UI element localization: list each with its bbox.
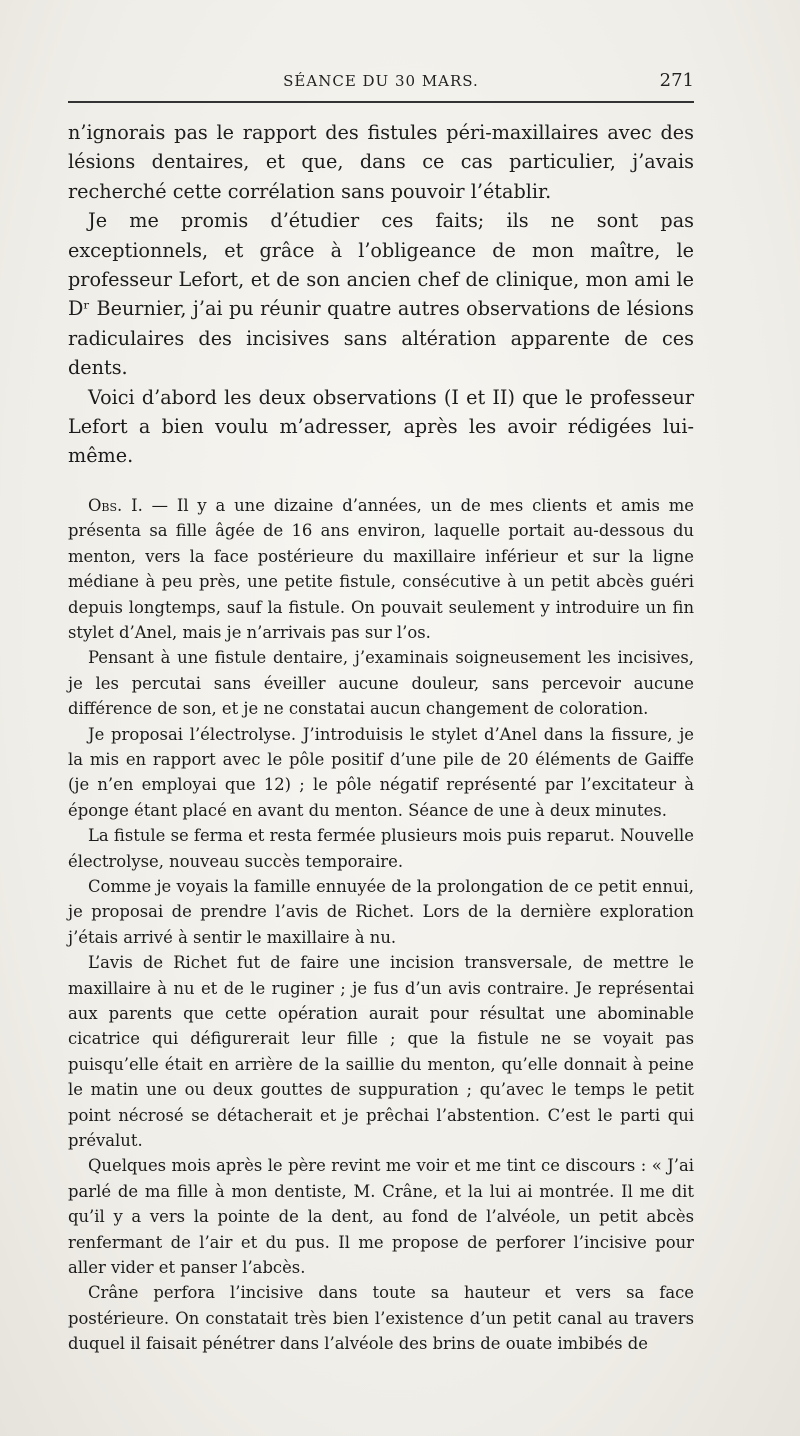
running-head: SÉANCE DU 30 MARS. bbox=[283, 72, 479, 90]
observation-section bbox=[68, 493, 694, 1357]
paragraph: Voici d’abord les deux observations (I et II) que le professeur Lefort a bien voulu m’adresser, après les avoir rédigées lui-même. bbox=[68, 385, 694, 468]
main-text bbox=[68, 118, 694, 471]
observation-paragraph: L’avis de Richet fut de faire une incision transversale, de mettre le maxillaire à nu et de le ruginer ; je fus d’un avis contraire. Je représentai aux parents que cette opération aurait pour résultat une abominable cicatrice qui défigurerait leur fille ; que la fistule ne se voyait pas puisqu’elle était en arrière de la saillie du menton, qu’elle donnait à peine le matin une ou deux gouttes de suppuration ; qu’avec le temps le petit point nécrosé se détacherait et je prêchai l’abstention. C’est le parti qui prévalut. bbox=[68, 953, 694, 1151]
page-number: 271 bbox=[659, 70, 694, 91]
header-rule bbox=[68, 101, 694, 103]
observation-label: Obs. I. bbox=[88, 495, 143, 515]
observation-paragraph: Comme je voyais la famille ennuyée de la prolongation de ce petit ennui, je proposai de prendre l’avis de Richet. Lors de la dernière exploration j’étais arrivé à sentir le maxillaire à nu. bbox=[68, 876, 694, 947]
observation-paragraph: La fistule se ferma et resta fermée plusieurs mois puis reparut. Nouvelle électrolyse, nouveau succès temporaire. bbox=[68, 826, 694, 871]
paragraph: n’ignorais pas le rapport des fistules péri-maxillaires avec des lésions dentaires, et que, dans ce cas particulier, j’avais recherché cette corrélation sans pouvoir l’établir. bbox=[68, 121, 694, 203]
body-text bbox=[68, 118, 694, 1357]
observation-text: — Il y a une dizaine d’années, un de mes clients et amis me présenta sa fille âgée de 16 ans environ, laquelle portait au-dessous du menton, vers la face postérieure du maxillaire inférieur et sur la ligne médiane à peu près, une petite fistule, consécutive à un petit abcès guéri depuis longtemps, sauf la fistule. On pouvait seulement y introduire un fin stylet d’Anel, mais je n’arrivais pas sur l’os. bbox=[68, 495, 695, 642]
paragraph: Je me promis d’étudier ces faits; ils ne sont pas exceptionnels, et grâce à l’obligeance de mon maître, le professeur Lefort, et de son ancien chef de clinique, mon ami le Dʳ Beurnier, j’ai pu réunir quatre autres observations de lésions radiculaires des incisives sans altération apparente de ces dents. bbox=[68, 209, 694, 380]
observation-paragraph bbox=[68, 493, 694, 645]
observation-paragraph: Je proposai l’électrolyse. J’introduisis le stylet d’Anel dans la fissure, je la mis en rapport avec le pôle positif d’une pile de 20 éléments de Gaiffe (je n’en employai que 12) ; le pôle négatif représenté par l’excitateur à éponge étant placé en avant du menton. Séance de une à deux minutes. bbox=[68, 724, 694, 820]
observation-paragraph: Crâne perfora l’incisive dans toute sa hauteur et vers sa face postérieure. On constatait très bien l’existence d’un petit canal au travers duquel il faisait pénétrer dans l’alvéole des brins de ouate imbibés de bbox=[68, 1283, 694, 1354]
observation-paragraph: Pensant à une fistule dentaire, j’examinais soigneusement les incisives, je les percutai sans éveiller aucune douleur, sans percevoir aucune différence de son, et je ne constatai aucun changement de coloration. bbox=[68, 648, 694, 719]
page-header bbox=[68, 66, 694, 96]
observation-paragraph: Quelques mois après le père revint me voir et me tint ce discours : « J’ai parlé de ma fille à mon dentiste, M. Crâne, et la lui ai montrée. Il me dit qu’il y a vers la pointe de la dent, au fond de l’alvéole, un petit abcès renfermant de l’air et du pus. Il me propose de perforer l’incisive pour aller vider et panser l’abcès. bbox=[68, 1156, 694, 1278]
